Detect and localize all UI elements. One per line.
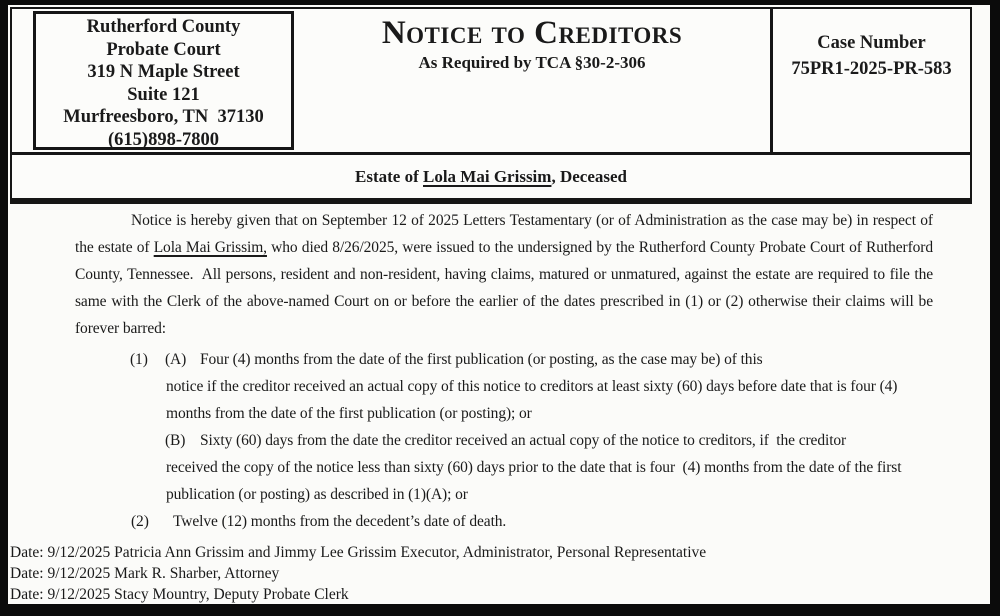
item-1-marker: (1) bbox=[130, 351, 148, 368]
notice-decedent-name: Lola Mai Grissim, bbox=[153, 239, 267, 256]
notice-text-pre: Notice is hereby given that on September 12 of 2025 Letters Testamentary (or of Administration as the case may be) in respect of the estate of bbox=[75, 212, 933, 256]
notice-paragraph bbox=[75, 207, 933, 342]
item-A-marker: (A) bbox=[165, 351, 187, 368]
court-address-cell bbox=[12, 9, 294, 152]
court-phone: (615)898-7800 bbox=[108, 129, 219, 150]
item-A-text3: months from the date of the first publication (or posting); or bbox=[166, 405, 532, 422]
decedent-name: Lola Mai Grissim bbox=[423, 166, 552, 186]
court-address-box bbox=[33, 11, 294, 150]
item-2-text: Twelve (12) months from the decedent’s date of death. bbox=[173, 513, 507, 530]
item-2-line bbox=[75, 508, 933, 535]
title-cell bbox=[294, 9, 770, 152]
document-subtitle: As Required by TCA §30-2-306 bbox=[418, 53, 646, 72]
item-B-marker: (B) bbox=[165, 432, 186, 449]
conditions-list bbox=[75, 346, 933, 535]
header-table bbox=[10, 7, 972, 204]
signature-date-block bbox=[10, 542, 706, 605]
item-1B-line1 bbox=[75, 427, 933, 454]
case-number-label: Case Number bbox=[817, 33, 926, 53]
estate-suffix: , Deceased bbox=[551, 166, 627, 186]
item-1A-line1 bbox=[75, 346, 933, 373]
estate-prefix: Estate of bbox=[355, 166, 423, 186]
item-A-text1: Four (4) months from the date of the first publication (or posting, as the case may be) of this bbox=[200, 351, 763, 368]
case-number-value: 75PR1-2025-PR-583 bbox=[791, 59, 952, 79]
court-name-line2: Probate Court bbox=[106, 39, 221, 60]
item-2-marker: (2) bbox=[131, 513, 149, 530]
item-B-text1: Sixty (60) days from the date the creditor received an actual copy of the notice to creditors, if the creditor bbox=[200, 432, 847, 449]
item-A-text2: notice if the creditor received an actual copy of this notice to creditors at least sixty (60) days before date that is four (4) bbox=[166, 378, 898, 395]
signature-line-clerk: Date: 9/12/2025 Stacy Mountry, Deputy Probate Clerk bbox=[10, 586, 349, 603]
item-B-text2: received the copy of the notice less than sixty (60) days prior to the date that is four (4) months from the date of the first bbox=[166, 459, 902, 476]
header-row bbox=[12, 9, 970, 155]
item-B-text3: publication (or posting) as described in (1)(A); or bbox=[166, 486, 468, 503]
estate-of-row bbox=[12, 155, 970, 202]
signature-line-executor: Date: 9/12/2025 Patricia Ann Grissim and Jimmy Lee Grissim Executor, Administrator, Personal Representative bbox=[10, 544, 707, 561]
court-street: 319 N Maple Street bbox=[87, 62, 240, 82]
court-city-state-zip: Murfreesboro, TN 37130 bbox=[63, 107, 264, 127]
notice-body bbox=[75, 207, 933, 535]
document-page bbox=[8, 5, 990, 604]
case-number-cell bbox=[770, 9, 970, 152]
notice-text-post: who died 8/26/2025, were issued to the undersigned by the Rutherford County Probate Court of Rutherford County, Tennessee. All persons, resident and non-resident, having claims, matured or unmatured, against the estate are required to file the same with the Clerk of the above-named Court on or before the earlier of the dates prescribed in (1) or (2) otherwise their claims will be forever barred: bbox=[75, 239, 934, 337]
document-title: Notice to Creditors bbox=[381, 15, 683, 51]
court-suite: Suite 121 bbox=[127, 84, 200, 105]
court-name-line1: Rutherford County bbox=[86, 17, 241, 37]
signature-line-attorney: Date: 9/12/2025 Mark R. Sharber, Attorney bbox=[10, 565, 280, 582]
